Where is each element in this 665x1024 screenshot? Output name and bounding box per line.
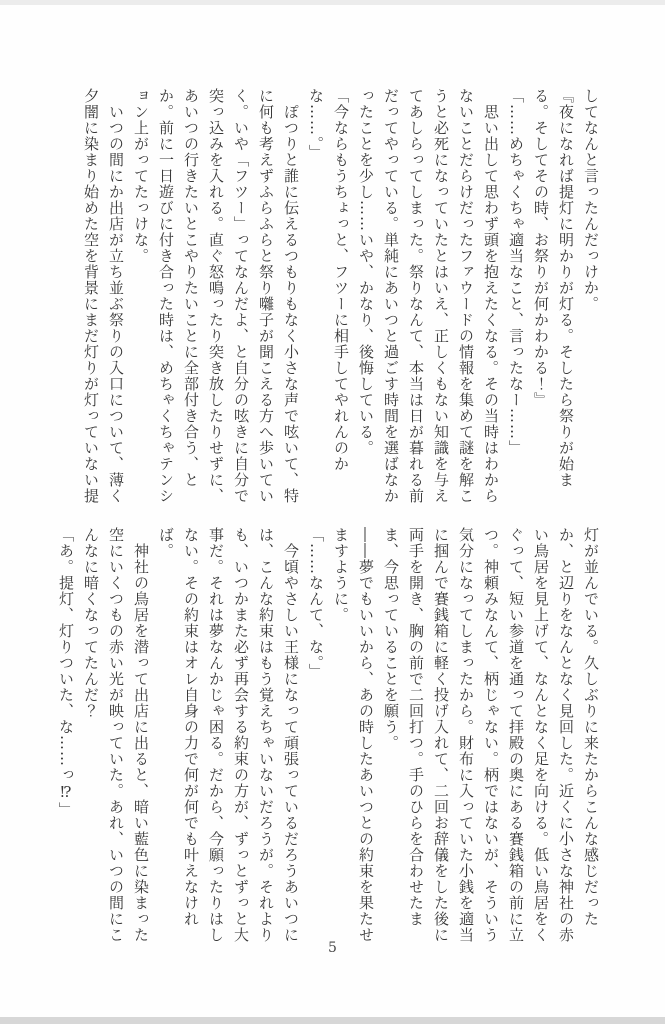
- top-edge-bar: [0, 0, 665, 5]
- paragraph: 今頃やさしい王様になって頑張っているだろうあいつには、こんな約束はもう覚えちゃいないだろうが。それよりも、いつかまた必ず再会する約束の方が、ずっとずっと大事だ。それは夢なんかじゃ困る。だから、今願ったりはしない。その約束はオレ自身の力で何が何でも叶えなければ。: [157, 527, 300, 943]
- paragraph: 神社の鳥居を潜って出店に出ると、暗い藍色に染まった空にいくつもの赤い光が映っていた。あれ、いつの間にこんなに暗くなってたんだ？: [82, 527, 150, 943]
- paragraph: いつの間にか出店が立ち並ぶ祭りの入口について、薄く夕闇に染まり始めた空を背景にまだ灯りが灯っていない提: [82, 88, 125, 504]
- paragraph: してなんと言ったんだっけか。: [582, 88, 600, 312]
- paragraph: ぽつりと誰に伝えるつもりもなく小さな声で呟いて、特に何も考えずふらふらと祭り囃子が聞こえる方へ歩いていく。いや「フツー」ってなんだよ、と自分の呟きに自分で突っ込みを入れる。直ぐ怒鳴ったり突き放したりせずに、あいつの行きたいとこやりたいことに全部付き合う、とか。前に一日遊びに付き合った時は、めちゃくちゃテンション上がってたっけな。: [132, 88, 300, 504]
- page-number: 5: [328, 940, 337, 956]
- text-block-bottom: [57, 527, 603, 945]
- bottom-edge-bar: [0, 1017, 665, 1024]
- paragraph: 思い出して思わず頭を抱えたくなる。その当時はわからないことだらけだったファウードの情報を集めて謎を解こうと必死になっていたとはいえ、正しくもない知識を与えてあしらってしまった。祭りなんて、本当は日が暮れる前だってやっている。単純にあいつと過ごす時間を選ばなかったことを少し……いや、かなり、後悔している。: [357, 88, 500, 504]
- paragraph: 『夜になれば提灯に明かりが灯る。そしたら祭りが始まる。そしてその時、お祭りが何かわかる！』: [532, 88, 575, 488]
- paragraph: 「……めちゃくちゃ適当なこと、言ったなー……」: [507, 88, 525, 456]
- text-block-top: [73, 88, 603, 506]
- paragraph: 灯が並んでいる。久しぶりに来たからこんな感じだったか、と辺りをなんとなく見回した。近くに小さな神社の赤い鳥居を見上げて、なんとなく足を向ける。低い鳥居をくぐって、短い参道を通って拝殿の奥にある賽銭箱の前に立つ。神頼みなんて、柄じゃない。柄ではないが、そういう気分になってしまったから。財布に入っていた小銭を適当に掴んで賽銭箱に軽く投げ入れて、二回お辞儀をした後に両手を開き、胸の前で二回打つ。手のひらを合わせたまま、今思っていることを願う。: [382, 527, 600, 943]
- paragraph: 「あ。提灯、灯りついた、な……っ⁉」: [57, 527, 75, 818]
- paragraph: ――夢でもいいから、あの時したあいつとの約束を果たせますように。: [332, 527, 375, 943]
- paragraph: 「……なんて、な。」: [307, 527, 325, 680]
- paragraph: 「今ならもうちょっと、フツーに相手してやれんのかな……。」: [307, 88, 350, 472]
